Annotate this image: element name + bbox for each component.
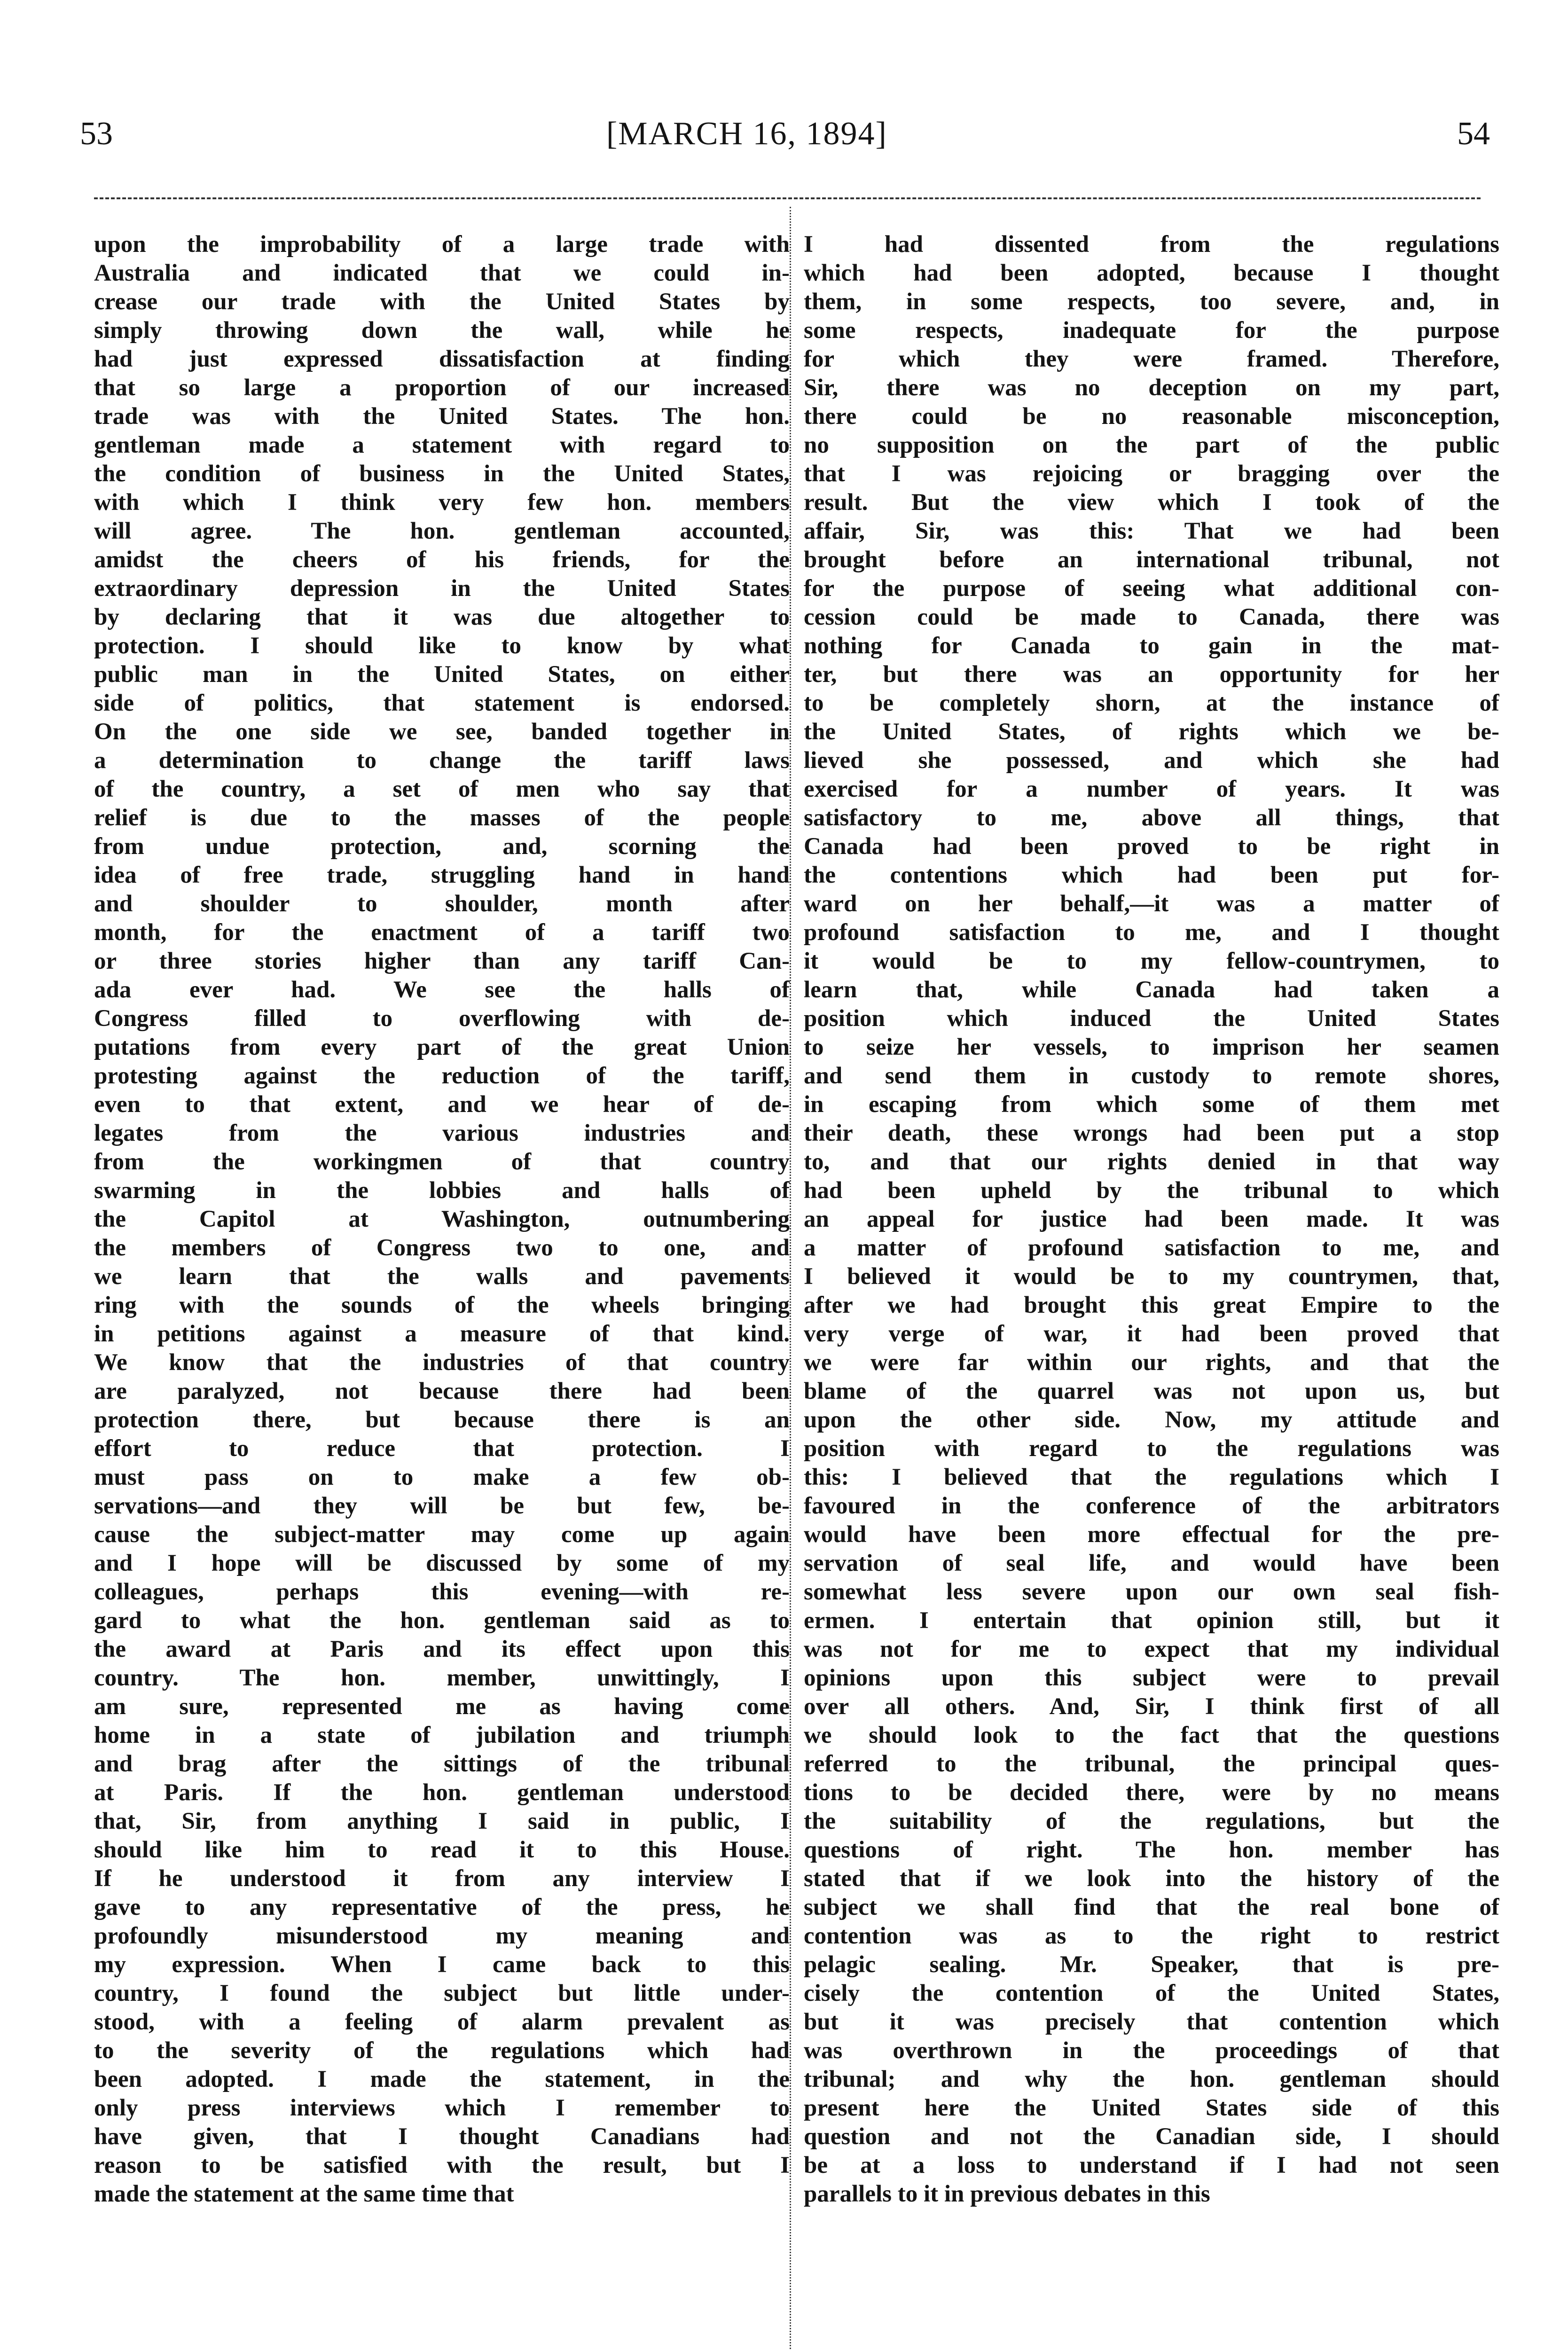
- right-column-text-line: the contentions which had been put for-: [804, 862, 1499, 888]
- left-column-text-line: gentleman made a statement with regard to: [94, 432, 790, 458]
- right-column-text-line: we were far within our rights, and that the: [804, 1349, 1499, 1376]
- page-number-left: 53: [80, 116, 113, 152]
- left-column-text-line: gard to what the hon. gentleman said as to: [94, 1607, 790, 1634]
- right-column-text-line: a matter of profound satisfaction to me, and: [804, 1235, 1499, 1261]
- right-column-text-line: Sir, there was no deception on my part,: [804, 375, 1499, 401]
- right-column-text-line: result. But the view which I took of the: [804, 489, 1499, 516]
- left-column-text-line: crease our trade with the United States by: [94, 289, 790, 315]
- left-column-text-line: ada ever had. We see the halls of: [94, 977, 790, 1003]
- left-column-text-line: colleagues, perhaps this evening—with re-: [94, 1579, 790, 1605]
- right-column-text-line: exercised for a number of years. It was: [804, 776, 1499, 802]
- right-column-text-line: favoured in the conference of the arbitrators: [804, 1493, 1499, 1519]
- right-column-text-line: cisely the contention of the United States,: [804, 1980, 1499, 2006]
- left-column-text-line: public man in the United States, on either: [94, 661, 790, 688]
- left-column-text-line: Australia and indicated that we could in-: [94, 260, 790, 286]
- right-column-text-line: pelagic sealing. Mr. Speaker, that is pre-: [804, 1951, 1499, 1978]
- left-column-text-line: protection. I should like to know by what: [94, 633, 790, 659]
- left-column-text-line: We know that the industries of that country: [94, 1349, 790, 1376]
- left-column-text-line: country, I found the subject but little under-: [94, 1980, 790, 2006]
- right-column-text-line: satisfactory to me, above all things, that: [804, 805, 1499, 831]
- left-column-text-line: by declaring that it was due altogether to: [94, 604, 790, 630]
- left-column-text-line: swarming in the lobbies and halls of: [94, 1177, 790, 1204]
- left-column-text-line: amidst the cheers of his friends, for the: [94, 547, 790, 573]
- left-column-text-line: that, Sir, from anything I said in public, I: [94, 1808, 790, 1834]
- left-column-text-line: profoundly misunderstood my meaning and: [94, 1923, 790, 1949]
- header-rule: [94, 197, 1481, 199]
- left-column-text-line: only press interviews which I remember to: [94, 2095, 790, 2121]
- right-column: [804, 230, 1499, 2209]
- right-column-text-line: to, and that our rights denied in that way: [804, 1149, 1499, 1175]
- right-column-text-line: brought before an international tribunal, not: [804, 547, 1499, 573]
- left-column-text-line: we learn that the walls and pavements: [94, 1263, 790, 1290]
- right-column-text-line: for the purpose of seeing what additional con-: [804, 575, 1499, 602]
- page-date-title: [MARCH 16, 1894]: [606, 116, 887, 152]
- right-column-text-line: Canada had been proved to be right in: [804, 833, 1499, 860]
- right-column-text-line: learn that, while Canada had taken a: [804, 977, 1499, 1003]
- left-column-text-line: and shoulder to shoulder, month after: [94, 891, 790, 917]
- right-column-text-line: was not for me to expect that my individual: [804, 1636, 1499, 1662]
- right-column-text-line: subject we shall find that the real bone of: [804, 1894, 1499, 1920]
- left-column-text-line: side of politics, that statement is endorsed.: [94, 690, 790, 716]
- right-column-text-line: present here the United States side of this: [804, 2095, 1499, 2121]
- right-column-text-line: that I was rejoicing or bragging over the: [804, 461, 1499, 487]
- right-column-text-line: ermen. I entertain that opinion still, but it: [804, 1607, 1499, 1634]
- right-column-text-line: we should look to the fact that the questions: [804, 1722, 1499, 1748]
- right-column-text-line: to seize her vessels, to imprison her seamen: [804, 1034, 1499, 1060]
- left-column-text-line: to the severity of the regulations which had: [94, 2037, 790, 2064]
- left-column-text-line: servations—and they will be but few, be-: [94, 1493, 790, 1519]
- right-column-text-line: which had been adopted, because I thought: [804, 260, 1499, 286]
- right-column-text-line: I believed it would be to my countrymen, that,: [804, 1263, 1499, 1290]
- left-column-text-line: in petitions against a measure of that kind.: [94, 1321, 790, 1347]
- left-column-text-line: should like him to read it to this House.: [94, 1837, 790, 1863]
- right-column-text-line: had been upheld by the tribunal to which: [804, 1177, 1499, 1204]
- left-column-text-line: putations from every part of the great Union: [94, 1034, 790, 1060]
- left-column-text-line: trade was with the United States. The hon.: [94, 403, 790, 430]
- right-column-text-line: referred to the tribunal, the principal ques-: [804, 1751, 1499, 1777]
- left-column-text-line: simply throwing down the wall, while he: [94, 317, 790, 344]
- right-column-text-line: was overthrown in the proceedings of that: [804, 2037, 1499, 2064]
- right-column-text-line: to be completely shorn, at the instance of: [804, 690, 1499, 716]
- right-column-text-line: for which they were framed. Therefore,: [804, 346, 1499, 372]
- left-column-text-line: had just expressed dissatisfaction at finding: [94, 346, 790, 372]
- left-column: [94, 230, 790, 2209]
- left-column-text-line: country. The hon. member, unwittingly, I: [94, 1665, 790, 1691]
- left-column-text-line: been adopted. I made the statement, in the: [94, 2066, 790, 2092]
- left-column-text-line: a determination to change the tariff laws: [94, 747, 790, 774]
- left-column-text-line: of the country, a set of men who say that: [94, 776, 790, 802]
- column-divider: [790, 207, 791, 2350]
- left-column-text-line: the condition of business in the United States,: [94, 461, 790, 487]
- right-column-text-line: opinions upon this subject were to prevail: [804, 1665, 1499, 1691]
- left-column-text-line: and I hope will be discussed by some of my: [94, 1550, 790, 1576]
- right-column-text-line: some respects, inadequate for the purpose: [804, 317, 1499, 344]
- left-column-text-line: have given, that I thought Canadians had: [94, 2123, 790, 2150]
- right-column-text-line: and send them in custody to remote shores,: [804, 1063, 1499, 1089]
- left-column-text-line: On the one side we see, banded together in: [94, 719, 790, 745]
- right-column-text-line: the United States, of rights which we be-: [804, 719, 1499, 745]
- right-column-text-line: their death, these wrongs had been put a stop: [804, 1120, 1499, 1146]
- left-column-text-line: or three stories higher than any tariff Can-: [94, 948, 790, 974]
- left-column-text-line: made the statement at the same time that: [94, 2181, 514, 2207]
- right-column-text-line: lieved she possessed, and which she had: [804, 747, 1499, 774]
- right-column-text-line: question and not the Canadian side, I should: [804, 2123, 1499, 2150]
- right-column-text-line: very verge of war, it had been proved that: [804, 1321, 1499, 1347]
- left-column-text-line: legates from the various industries and: [94, 1120, 790, 1146]
- left-column-text-line: cause the subject-matter may come up again: [94, 1521, 790, 1548]
- right-column-text-line: be at a loss to understand if I had not seen: [804, 2152, 1499, 2178]
- left-column-text-line: the members of Congress two to one, and: [94, 1235, 790, 1261]
- right-column-text-line: ter, but there was an opportunity for her: [804, 661, 1499, 688]
- left-column-text-line: at Paris. If the hon. gentleman understood: [94, 1779, 790, 1806]
- left-column-text-line: am sure, represented me as having come: [94, 1693, 790, 1720]
- right-column-text-line: over all others. And, Sir, I think first of all: [804, 1693, 1499, 1720]
- right-column-text-line: stated that if we look into the history of the: [804, 1865, 1499, 1892]
- left-column-text-line: month, for the enactment of a tariff two: [94, 919, 790, 946]
- right-column-text-line: parallels to it in previous debates in this: [804, 2181, 1210, 2207]
- left-column-text-line: home in a state of jubilation and triumph: [94, 1722, 790, 1748]
- left-column-text-line: the Capitol at Washington, outnumbering: [94, 1206, 790, 1232]
- right-column-text-line: it would be to my fellow-countrymen, to: [804, 948, 1499, 974]
- right-column-text-line: an appeal for justice had been made. It was: [804, 1206, 1499, 1232]
- right-column-text-line: but it was precisely that contention which: [804, 2009, 1499, 2035]
- left-column-text-line: must pass on to make a few ob-: [94, 1464, 790, 1490]
- left-column-text-line: stood, with a feeling of alarm prevalent as: [94, 2009, 790, 2035]
- left-column-text-line: from the workingmen of that country: [94, 1149, 790, 1175]
- right-column-text-line: blame of the quarrel was not upon us, but: [804, 1378, 1499, 1404]
- right-column-text-line: contention was as to the right to restrict: [804, 1923, 1499, 1949]
- left-column-text-line: that so large a proportion of our increased: [94, 375, 790, 401]
- left-column-text-line: effort to reduce that protection. I: [94, 1435, 790, 1462]
- right-column-text-line: nothing for Canada to gain in the mat-: [804, 633, 1499, 659]
- left-column-text-line: ring with the sounds of the wheels bringing: [94, 1292, 790, 1318]
- right-column-text-line: affair, Sir, was this: That we had been: [804, 518, 1499, 544]
- page-number-right: 54: [1457, 116, 1490, 152]
- right-column-text-line: upon the other side. Now, my attitude and: [804, 1407, 1499, 1433]
- left-column-text-line: If he understood it from any interview I: [94, 1865, 790, 1892]
- left-column-text-line: will agree. The hon. gentleman accounted,: [94, 518, 790, 544]
- right-column-text-line: questions of right. The hon. member has: [804, 1837, 1499, 1863]
- right-column-text-line: ward on her behalf,—it was a matter of: [804, 891, 1499, 917]
- left-column-text-line: protesting against the reduction of the tariff,: [94, 1063, 790, 1089]
- left-column-text-line: my expression. When I came back to this: [94, 1951, 790, 1978]
- right-column-text-line: the suitability of the regulations, but the: [804, 1808, 1499, 1834]
- left-column-text-line: the award at Paris and its effect upon this: [94, 1636, 790, 1662]
- left-column-text-line: relief is due to the masses of the people: [94, 805, 790, 831]
- right-column-text-line: I had dissented from the regulations: [804, 231, 1499, 258]
- page-header: [80, 113, 1490, 155]
- left-column-text-line: and brag after the sittings of the tribunal: [94, 1751, 790, 1777]
- right-column-text-line: would have been more effectual for the pre-: [804, 1521, 1499, 1548]
- right-column-text-line: in escaping from which some of them met: [804, 1091, 1499, 1118]
- right-column-text-line: them, in some respects, too severe, and, in: [804, 289, 1499, 315]
- right-column-text-line: position which induced the United States: [804, 1005, 1499, 1032]
- left-column-text-line: extraordinary depression in the United States: [94, 575, 790, 602]
- right-column-text-line: there could be no reasonable misconception,: [804, 403, 1499, 430]
- left-column-text-line: upon the improbability of a large trade with: [94, 231, 790, 258]
- right-column-text-line: cession could be made to Canada, there was: [804, 604, 1499, 630]
- left-column-text-line: are paralyzed, not because there had been: [94, 1378, 790, 1404]
- left-column-text-line: from undue protection, and, scorning the: [94, 833, 790, 860]
- left-column-text-line: gave to any representative of the press, he: [94, 1894, 790, 1920]
- right-column-text-line: tions to be decided there, were by no means: [804, 1779, 1499, 1806]
- left-column-text-line: reason to be satisfied with the result, but I: [94, 2152, 790, 2178]
- left-column-text-line: Congress filled to overflowing with de-: [94, 1005, 790, 1032]
- left-column-text-line: even to that extent, and we hear of de-: [94, 1091, 790, 1118]
- right-column-text-line: after we had brought this great Empire to the: [804, 1292, 1499, 1318]
- right-column-text-line: no supposition on the part of the public: [804, 432, 1499, 458]
- right-column-text-line: servation of seal life, and would have been: [804, 1550, 1499, 1576]
- left-column-text-line: idea of free trade, struggling hand in hand: [94, 862, 790, 888]
- right-column-text-line: position with regard to the regulations was: [804, 1435, 1499, 1462]
- left-column-text-line: with which I think very few hon. members: [94, 489, 790, 516]
- right-column-text-line: this: I believed that the regulations which I: [804, 1464, 1499, 1490]
- right-column-text-line: somewhat less severe upon our own seal fish-: [804, 1579, 1499, 1605]
- left-column-text-line: protection there, but because there is an: [94, 1407, 790, 1433]
- right-column-text-line: tribunal; and why the hon. gentleman should: [804, 2066, 1499, 2092]
- right-column-text-line: profound satisfaction to me, and I thought: [804, 919, 1499, 946]
